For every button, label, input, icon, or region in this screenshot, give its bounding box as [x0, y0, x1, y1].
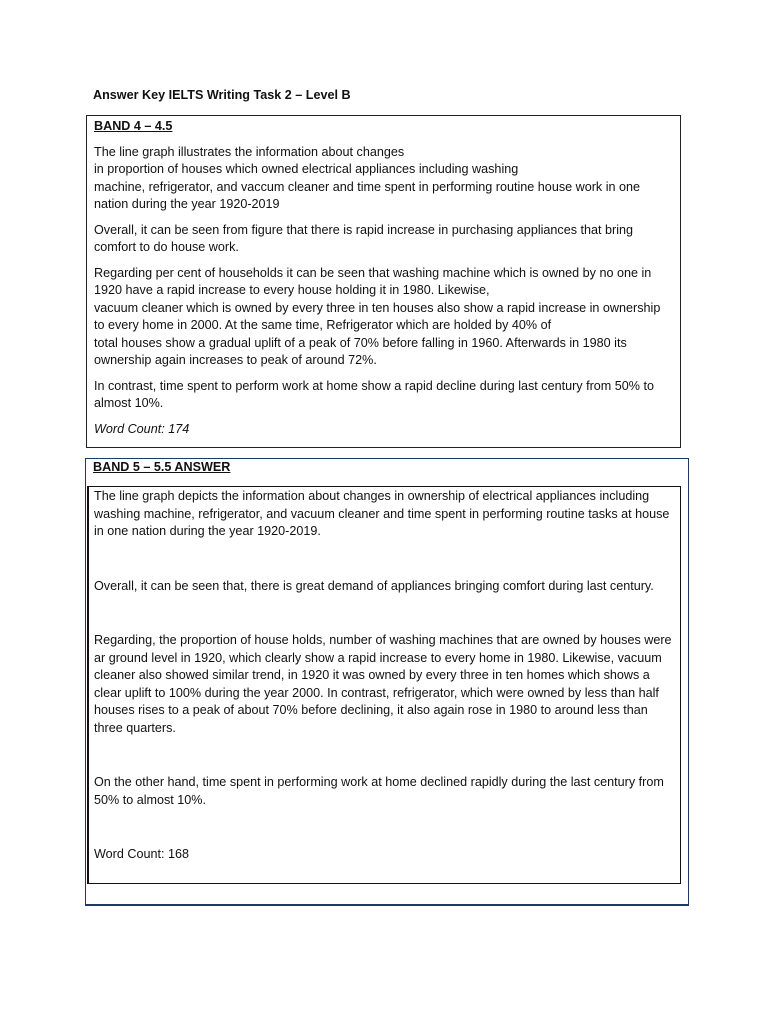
band4-p1-line-3: machine, refrigerator, and vaccum cleaner and time spent in performing routine house work in one nation during the year 1920-2019: [94, 179, 641, 211]
page-heading: Answer Key IELTS Writing Task 2 – Level B: [93, 88, 351, 102]
band5-paragraph-4: On the other hand, time spent in performing work at home declined rapidly during the last century from 50% to almost 10%.: [94, 775, 664, 807]
band4-paragraph-2: Overall, it can be seen from figure that there is rapid increase in purchasing appliances that bring comfort to do house work.: [94, 222, 634, 254]
band4-word-count: Word Count: 174: [94, 421, 190, 436]
band5-answer-box: [87, 486, 681, 884]
band4-paragraph-4: In contrast, time spent to perform work at home show a rapid decline during last century from 50% to almost 10%.: [94, 378, 654, 410]
band5-paragraph-2: Overall, it can be seen that, there is great demand of appliances bringing comfort during last century.: [94, 578, 654, 593]
band5-title: BAND 5 – 5.5 ANSWER: [93, 460, 231, 474]
band4-p1-line-2: in proportion of houses which owned electrical appliances including washing: [94, 162, 519, 176]
band5-paragraph-1: The line graph depicts the information about changes in ownership of electrical appliances including washing machine, refrigerator, and vacuum cleaner and time spent in performing routine tasks at house in one nation during the year 1920-2019.: [94, 489, 670, 538]
band4-paragraph-1: [94, 144, 673, 214]
band4-p3-line-2: vacuum cleaner which is owned by every three in ten houses also show a rapid increase in ownership to every home in 2000. At the same time, Refrigerator which are holded by 40% of: [94, 300, 661, 332]
band4-p3-line-1: Regarding per cent of households it can be seen that washing machine which is owned by no one in 1920 have a rapid increase to every house holding it in 1980. Likewise,: [94, 265, 652, 297]
band4-p1-line-1: The line graph illustrates the information about changes: [94, 144, 405, 159]
band5-paragraph-3: Regarding, the proportion of house holds, number of washing machines that are owned by houses were ar ground level in 1920, which clearly show a rapid increase to every home in 1980. Likewise, vacuum cleaner also showed similar trend, in 1920 it was owned by every three in ten homes which shows a clear uplift to 100% during the year 2000. In contrast, refrigerator, which were owned by less than half houses rises to a peak of about 70% before declining, it also again rose in 1980 to around less than three quarters.: [94, 633, 672, 735]
band4-paragraph-3: [94, 265, 673, 370]
band4-answer-box: [86, 115, 681, 448]
band5-word-count: Word Count: 168: [94, 847, 189, 861]
band4-p3-line-3: total houses show a gradual uplift of a peak of 70% before falling in 1960. Afterwards in 1980 its ownership again increases to peak of around 72%.: [94, 335, 627, 367]
band4-title: BAND 4 – 4.5: [94, 119, 173, 133]
